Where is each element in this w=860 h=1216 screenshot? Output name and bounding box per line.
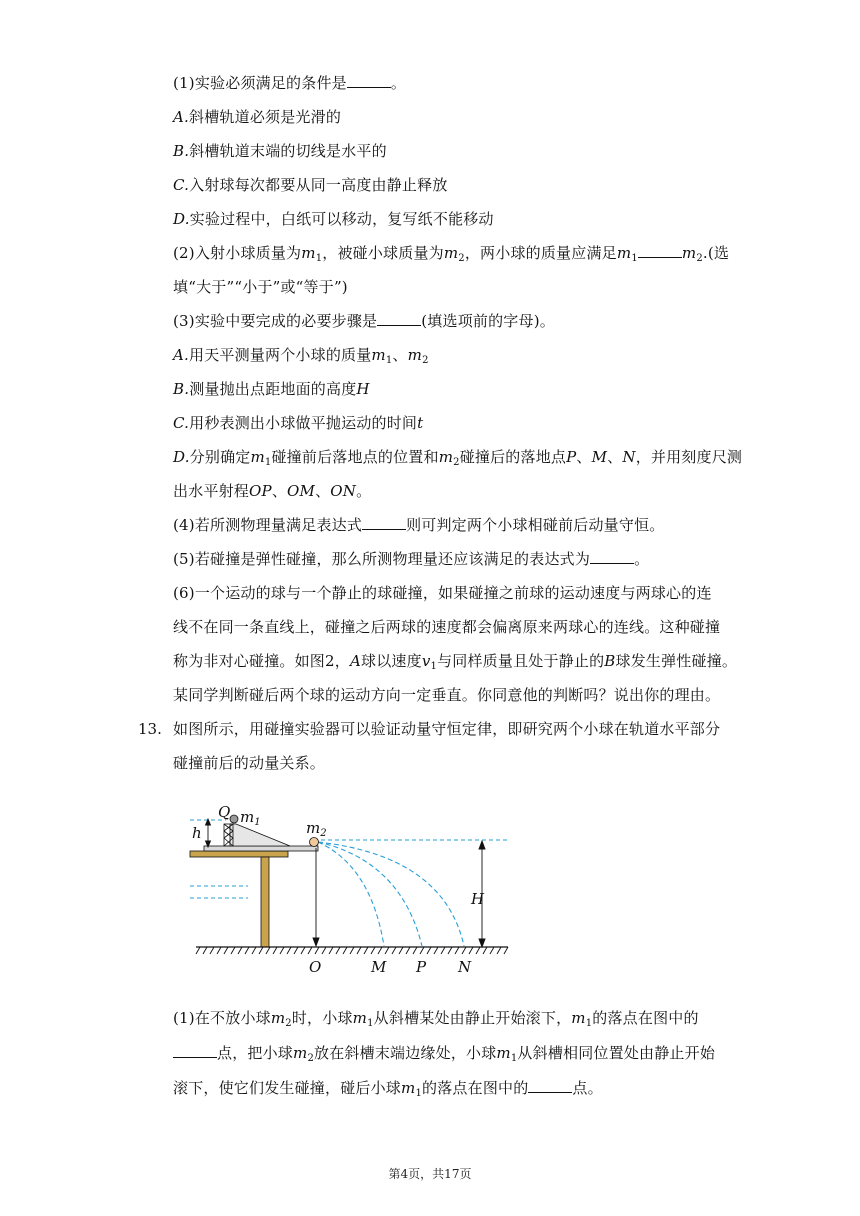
table-top bbox=[190, 851, 288, 857]
q12-part1: (1)实验必须满足的条件是 。 bbox=[173, 74, 407, 92]
label-h: h bbox=[192, 824, 202, 842]
label-Q: Q bbox=[218, 806, 231, 821]
height-h-arrow bbox=[206, 819, 211, 847]
label-m1: $m_1$ bbox=[240, 808, 261, 828]
q12-part1-option-b: B.斜槽轨道末端的切线是水平的 bbox=[173, 142, 387, 160]
q12-part4: (4)若所测物理量满足表达式 则可判定两个小球相碰前后动量守恒。 bbox=[173, 516, 665, 534]
q12-part3-option-a: A.用天平测量两个小球的质量$m_1$、$m_2$ bbox=[173, 346, 429, 366]
horizontal-track bbox=[204, 846, 318, 851]
answer-blank bbox=[377, 311, 421, 326]
q12-part1-option-d: D.实验过程中，白纸可以移动，复写纸不能移动 bbox=[173, 210, 494, 228]
answer-blank bbox=[173, 1043, 217, 1058]
q12-part3-option-c: C.用秒表测出小球做平抛运动的时间t bbox=[173, 414, 424, 432]
answer-blank bbox=[638, 243, 682, 258]
q12-part6-line3: 称为非对心碰撞。如图2，A球以速度$v_1$与同样质量且处于静止的B球发生弹性碰撞。 bbox=[173, 652, 738, 672]
label-H: H bbox=[471, 890, 485, 908]
answer-blank bbox=[347, 73, 391, 88]
q12-part6-line2: 线不在同一条直线上，碰撞之后两球的速度都会偏离原来两球心的连线。这种碰撞 bbox=[173, 618, 721, 636]
answer-blank bbox=[590, 549, 634, 564]
q12-part3: (3)实验中要完成的必要步骤是 (填选项前的字母)。 bbox=[173, 312, 555, 330]
ball-m1 bbox=[230, 815, 238, 823]
answer-blank bbox=[362, 515, 406, 530]
label-N: N bbox=[458, 958, 472, 976]
q12-part6-line4: 某同学判断碰后两个球的运动方向一定垂直。你同意他的判断吗？说出你的理由。 bbox=[173, 686, 721, 704]
q13-stem-line1: 如图所示，用碰撞实验器可以验证动量守恒定律，即研究两个小球在轨道水平部分 bbox=[173, 720, 721, 738]
q13-part1-line2: 点，把小球$m_2$放在斜槽末端边缘处，小球$m_1$从斜槽相同位置处由静止开始 bbox=[173, 1043, 715, 1063]
q12-part1-option-a: A.斜槽轨道必须是光滑的 bbox=[173, 108, 342, 126]
q12-part5: (5)若碰撞是弹性碰撞，那么所测物理量还应该满足的表达式为 。 bbox=[173, 550, 650, 568]
q12-part3-option-b: B.测量抛出点距地面的高度H bbox=[173, 380, 370, 398]
ground-hatching bbox=[196, 947, 508, 954]
trajectory-curves bbox=[318, 842, 464, 946]
label-m2: $m_2$ bbox=[306, 819, 327, 839]
label-O: O bbox=[309, 958, 322, 976]
q13-number: 13. bbox=[138, 720, 162, 738]
q12-part3-option-d: D.分别确定$m_1$碰撞前后落地点的位置和$m_2$碰撞后的落地点P、M、N，并用刻度尺测 bbox=[173, 448, 743, 468]
q13-stem-line2: 碰撞前后的动量关系。 bbox=[173, 754, 326, 772]
q12-part2-line2: 填“大于”“小于”或“等于”) bbox=[173, 278, 348, 296]
collision-apparatus-figure bbox=[186, 806, 516, 981]
plumb-line bbox=[313, 848, 319, 946]
label-M: M bbox=[371, 958, 387, 976]
q13-part1-line1: (1)在不放小球$m_2$时，小球$m_1$从斜槽某处由静止开始滚下，$m_1$的落点在图中的 bbox=[173, 1009, 699, 1029]
ball-m2 bbox=[310, 838, 319, 847]
q12-part6-line1: (6)一个运动的球与一个静止的球碰撞，如果碰撞之前球的运动速度与两球心的连 bbox=[173, 584, 712, 602]
q12-part3-option-d-line2: 出水平射程OP、OM、ON。 bbox=[173, 482, 372, 500]
label-P: P bbox=[416, 958, 427, 976]
table-leg bbox=[261, 857, 269, 947]
q13-part1-line3: 滚下，使它们发生碰撞，碰后小球$m_1$的落点在图中的 点。 bbox=[173, 1079, 603, 1099]
answer-blank bbox=[528, 1078, 572, 1093]
q12-part1-option-c: C.入射球每次都要从同一高度由静止释放 bbox=[173, 176, 448, 194]
q12-part2: (2)入射小球质量为$m_1$，被碰小球质量为$m_2$，两小球的质量应满足$m_1$ $m_2$.(选 bbox=[173, 244, 730, 264]
page-footer: 第4页，共17页 bbox=[388, 1167, 472, 1181]
